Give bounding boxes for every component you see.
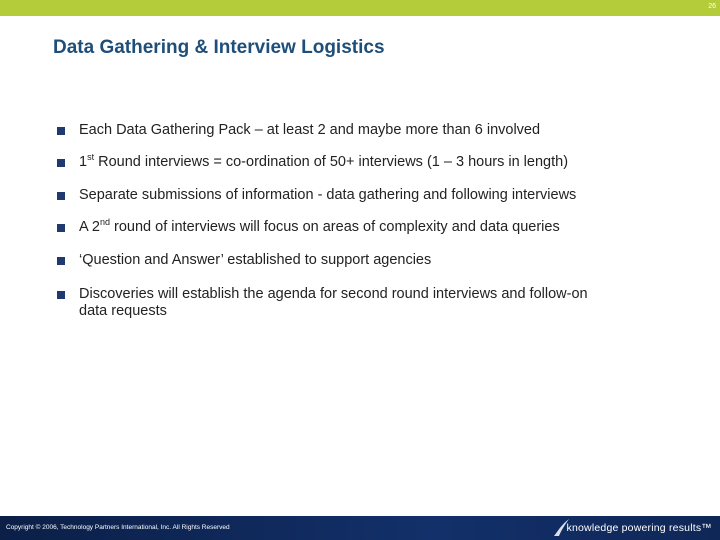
bullet-text: ‘Question and Answer’ established to support agencies <box>79 252 432 268</box>
bullet-text: Each Data Gathering Pack – at least 2 and maybe more than 6 involved <box>79 122 541 138</box>
bullet-item <box>57 154 677 171</box>
copyright-notice: Copyright © 2006, Technology Partners International, Inc. All Rights Reserved <box>6 524 230 531</box>
square-bullet-icon <box>57 257 65 265</box>
tagline: knowledge powering results™ <box>566 522 712 534</box>
bullet-text-part: A 2 <box>79 219 100 235</box>
bullet-text: Separate submissions of information - data gathering and following interviews <box>79 187 577 203</box>
top-accent-bar <box>0 0 720 16</box>
slide-title: Data Gathering & Interview Logistics <box>53 37 385 58</box>
slide-number: 26 <box>708 3 716 10</box>
bullet-text <box>79 219 560 236</box>
ordinal-suffix: st <box>87 152 95 163</box>
bullet-text-line: data requests <box>79 303 167 319</box>
footer-bar <box>0 516 720 540</box>
square-bullet-icon <box>57 192 65 200</box>
square-bullet-icon <box>57 127 65 135</box>
ordinal-suffix: nd <box>99 217 110 228</box>
bullet-item <box>57 219 677 236</box>
bullet-item <box>57 187 677 204</box>
bullet-item <box>57 286 677 320</box>
square-bullet-icon <box>57 224 65 232</box>
bullet-text-line: Discoveries will establish the agenda for second round interviews and follow-on <box>79 286 588 302</box>
bullet-text <box>79 286 588 320</box>
bullet-text-part: round of interviews will focus on areas of complexity and data queries <box>109 219 560 235</box>
bullet-item <box>57 252 677 269</box>
bullet-text-part: Round interviews = co-ordination of 50+ interviews (1 – 3 hours in length) <box>94 154 569 170</box>
bullet-text <box>79 154 568 171</box>
bullet-item <box>57 122 677 139</box>
square-bullet-icon <box>57 291 65 299</box>
square-bullet-icon <box>57 159 65 167</box>
bullet-text-part: 1 <box>79 154 88 170</box>
